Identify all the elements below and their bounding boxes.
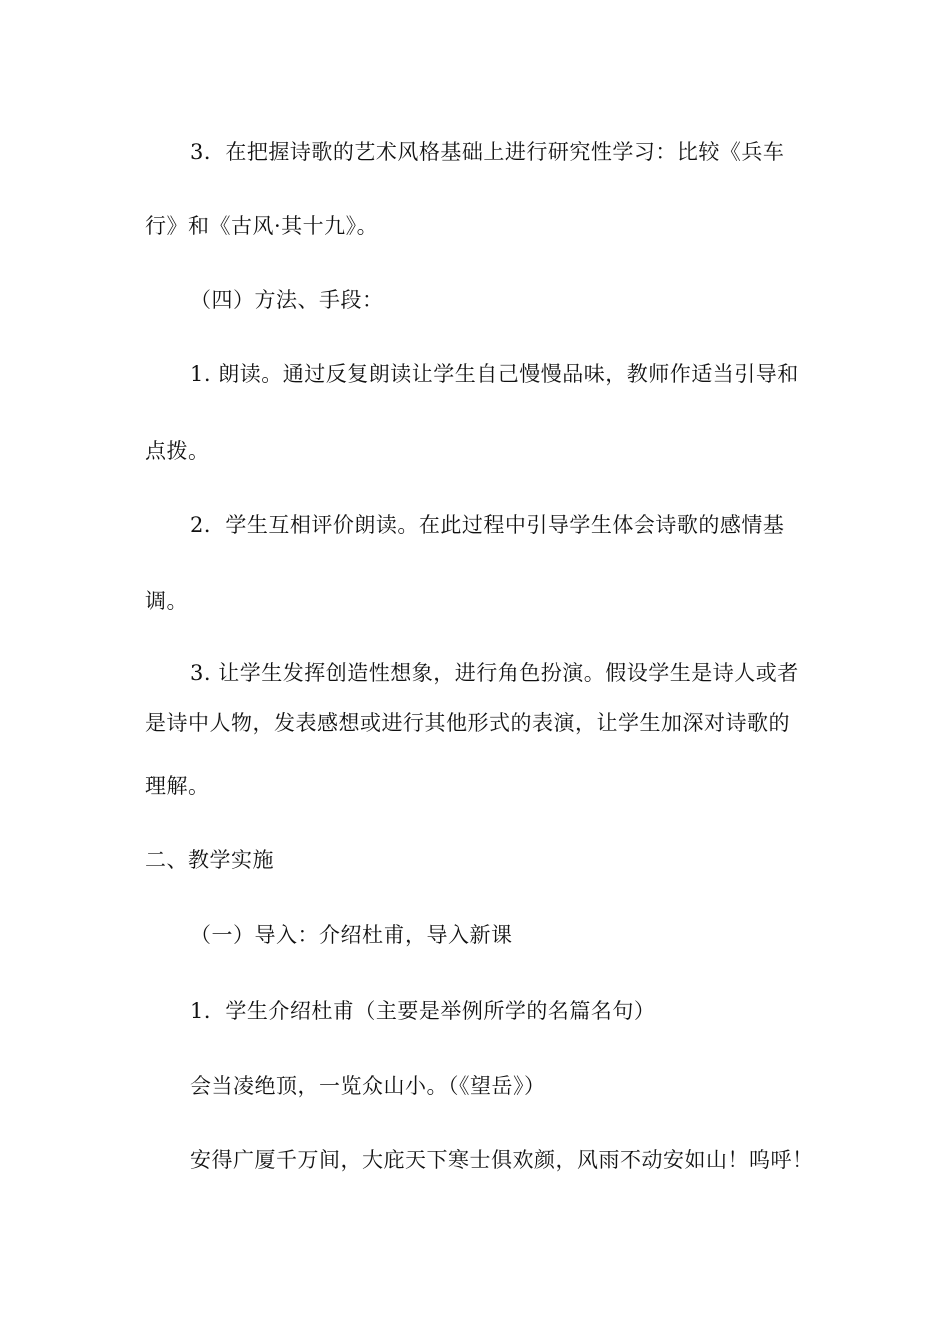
subsection-heading-intro: （一）导入：介绍杜甫，导入新课	[190, 923, 513, 947]
method-3-line-3: 理解。	[145, 774, 210, 798]
poem-quote-2: 安得广厦千万间，大庇天下寒士俱欢颜，风雨不动安如山！呜呼！	[190, 1148, 814, 1172]
method-2-line-1: 2．学生互相评价朗读。在此过程中引导学生体会诗歌的感情基	[190, 513, 785, 537]
section-heading-methods: （四）方法、手段：	[190, 288, 384, 312]
method-3-line-1: 3. 让学生发挥创造性想象，进行角色扮演。假设学生是诗人或者	[190, 661, 799, 685]
paragraph-3-line-1: 3．在把握诗歌的艺术风格基础上进行研究性学习：比较《兵车	[190, 140, 785, 164]
intro-item-1: 1．学生介绍杜甫（主要是举例所学的名篇名句）	[190, 999, 656, 1023]
paragraph-3-line-2: 行》和《古风·其十九》。	[145, 214, 379, 238]
method-1-line-2: 点拨。	[145, 439, 210, 463]
method-3-line-2: 是诗中人物，发表感想或进行其他形式的表演，让学生加深对诗歌的	[145, 711, 790, 735]
section-heading-implementation: 二、教学实施	[145, 848, 274, 872]
method-2-line-2: 调。	[145, 589, 188, 613]
poem-quote-1: 会当凌绝顶，一览众山小。（《望岳》）	[190, 1074, 546, 1098]
method-1-line-1: 1. 朗读。通过反复朗读让学生自己慢慢品味，教师作适当引导和	[190, 362, 799, 386]
